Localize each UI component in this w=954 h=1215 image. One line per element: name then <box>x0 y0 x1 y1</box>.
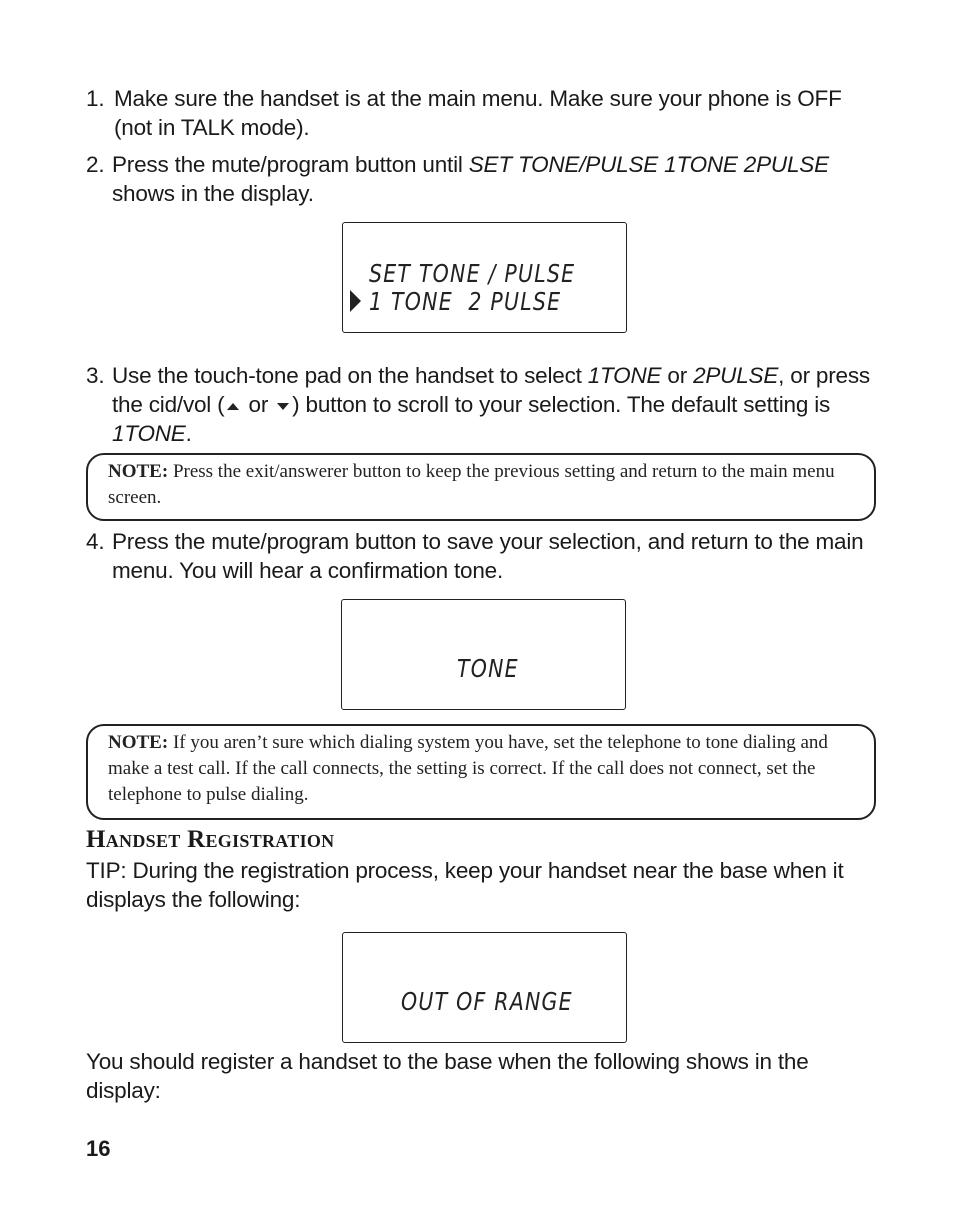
register-text: You should register a handset to the base when the following shows in the display: <box>86 1049 809 1103</box>
note-text: If you aren’t sure which dialing system you have, set the telephone to tone dialing and make a test call. If the call connects, the setting is correct. If the call does not connect, set the telephone to pulse dialing. <box>108 732 828 805</box>
step-number: 4. <box>86 529 105 554</box>
step-text: Press the mute/program button to save your selection, and return to the main menu. You will hear a confirmation tone. <box>112 529 864 583</box>
lcd-display-out-of-range <box>342 932 627 1043</box>
step-text-part: shows in the display. <box>112 181 314 206</box>
option-reference: 2PULSE <box>693 363 779 388</box>
note-text: Press the exit/answerer button to keep the previous setting and return to the main menu screen. <box>108 461 835 508</box>
lcd-line-1: TONE <box>457 654 519 683</box>
note-label: NOTE: <box>108 732 169 753</box>
up-arrow-icon <box>227 403 239 410</box>
display-reference: SET TONE/PULSE 1TONE 2PULSE <box>468 152 829 177</box>
step-1 <box>86 84 876 142</box>
step-text-part: ) button to scroll to your selection. The default setting is <box>292 392 831 417</box>
step-3 <box>86 361 876 448</box>
step-text <box>112 150 876 208</box>
step-text: Make sure the handset is at the main menu. Make sure your phone is OFF (not in TALK mode). <box>114 86 842 140</box>
tip-text: TIP: During the registration process, keep your handset near the base when it displays the following: <box>86 858 844 912</box>
down-arrow-icon <box>277 403 289 410</box>
note-box-dialing <box>86 724 876 820</box>
page-number: 16 <box>86 1136 111 1161</box>
note-label: NOTE: <box>108 461 169 482</box>
step-text-part: , or press the cid/vol ( <box>112 363 870 417</box>
lcd-line-1: OUT OF RANGE <box>401 987 573 1016</box>
section-heading: Handset Registration <box>86 826 335 853</box>
cursor-triangle-icon <box>350 290 361 312</box>
lcd-display-tone-pulse <box>342 222 627 333</box>
lcd-display-tone <box>341 599 626 710</box>
step-text-part: or <box>242 392 275 417</box>
note-box-exit <box>86 453 876 521</box>
step-number: 1. <box>86 86 105 111</box>
step-4 <box>86 527 876 585</box>
step-number: 3. <box>86 363 105 388</box>
option-reference: 1TONE <box>112 421 186 446</box>
lcd-line-1: SET TONE / PULSE <box>369 259 576 288</box>
step-2 <box>86 150 876 208</box>
step-text-part: Press the mute/program button until <box>112 152 469 177</box>
step-text-part: or <box>661 363 694 388</box>
step-number: 2. <box>86 152 105 177</box>
step-text <box>112 361 876 448</box>
lcd-line-2: 1 TONE 2 PULSE <box>369 287 562 316</box>
option-reference: 1TONE <box>587 363 662 388</box>
step-text-part: Use the touch-tone pad on the handset to select <box>112 363 588 388</box>
step-text-part: . <box>185 421 192 446</box>
